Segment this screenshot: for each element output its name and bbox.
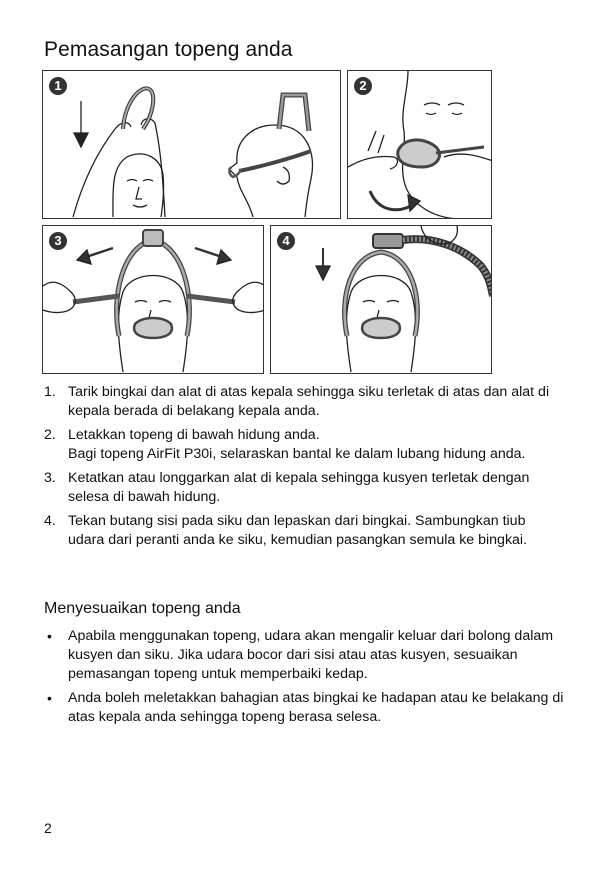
figure-step-2-illustration (348, 71, 492, 219)
figure-step-1-badge: 1 (49, 77, 67, 95)
figure-step-3-badge: 3 (49, 232, 67, 250)
figure-step-4-illustration (271, 226, 492, 374)
figure-step-1 (42, 70, 341, 219)
step-item (44, 426, 564, 464)
step-item (44, 469, 564, 507)
page-title: Pemasangan topeng anda (44, 38, 293, 61)
page-number: 2 (44, 820, 52, 836)
step-number: 2. (44, 427, 56, 443)
bullet-text: Anda boleh meletakkan bahagian atas bingkai ke hadapan atau ke belakang di atas kepala anda sehingga topeng berasa selesa. (68, 690, 564, 725)
step-number: 1. (44, 384, 56, 400)
step-text: Tekan butang sisi pada siku dan lepaskan dari bingkai. Sambungkan tiub udara dari peranti anda ke siku, kemudian pasangkan semula ke bingkai. (68, 513, 528, 548)
step-item (44, 512, 564, 550)
bullet-text: Apabila menggunakan topeng, udara akan mengalir keluar dari bolong dalam kusyen dan siku. Jika udara bocor dari sisi atau atas kusyen, sesuaikan pemasangan topeng untuk memperbaiki kedap. (68, 628, 554, 682)
bullet-item (44, 689, 564, 727)
figure-step-3 (42, 225, 264, 374)
figure-step-2 (347, 70, 492, 219)
figure-step-4 (270, 225, 492, 374)
step-text: Ketatkan atau longgarkan alat di kepala sehingga kusyen terletak dengan selesa di bawah hidung. (68, 470, 530, 505)
figure-step-1-illustration (43, 71, 341, 219)
bullet-symbol: • (47, 690, 52, 706)
fitting-steps-list (44, 383, 564, 555)
adjust-bullets-list (44, 627, 564, 732)
step-number: 3. (44, 470, 56, 486)
figure-step-4-badge: 4 (277, 232, 295, 250)
section-heading: Menyesuaikan topeng anda (44, 600, 241, 617)
step-number: 4. (44, 513, 56, 529)
step-text: Tarik bingkai dan alat di atas kepala sehingga siku terletak di atas dan alat di kepala berada di belakang kepala anda. (68, 384, 550, 419)
step-text-note: Bagi topeng AirFit P30i, selaraskan bantal ke dalam lubang hidung anda. (68, 446, 526, 462)
figure-step-2-badge: 2 (354, 77, 372, 95)
step-item (44, 383, 564, 421)
figure-step-3-illustration (43, 226, 264, 374)
step-text: Letakkan topeng di bawah hidung anda. (68, 427, 320, 443)
bullet-symbol: • (47, 628, 52, 644)
bullet-item (44, 627, 564, 684)
